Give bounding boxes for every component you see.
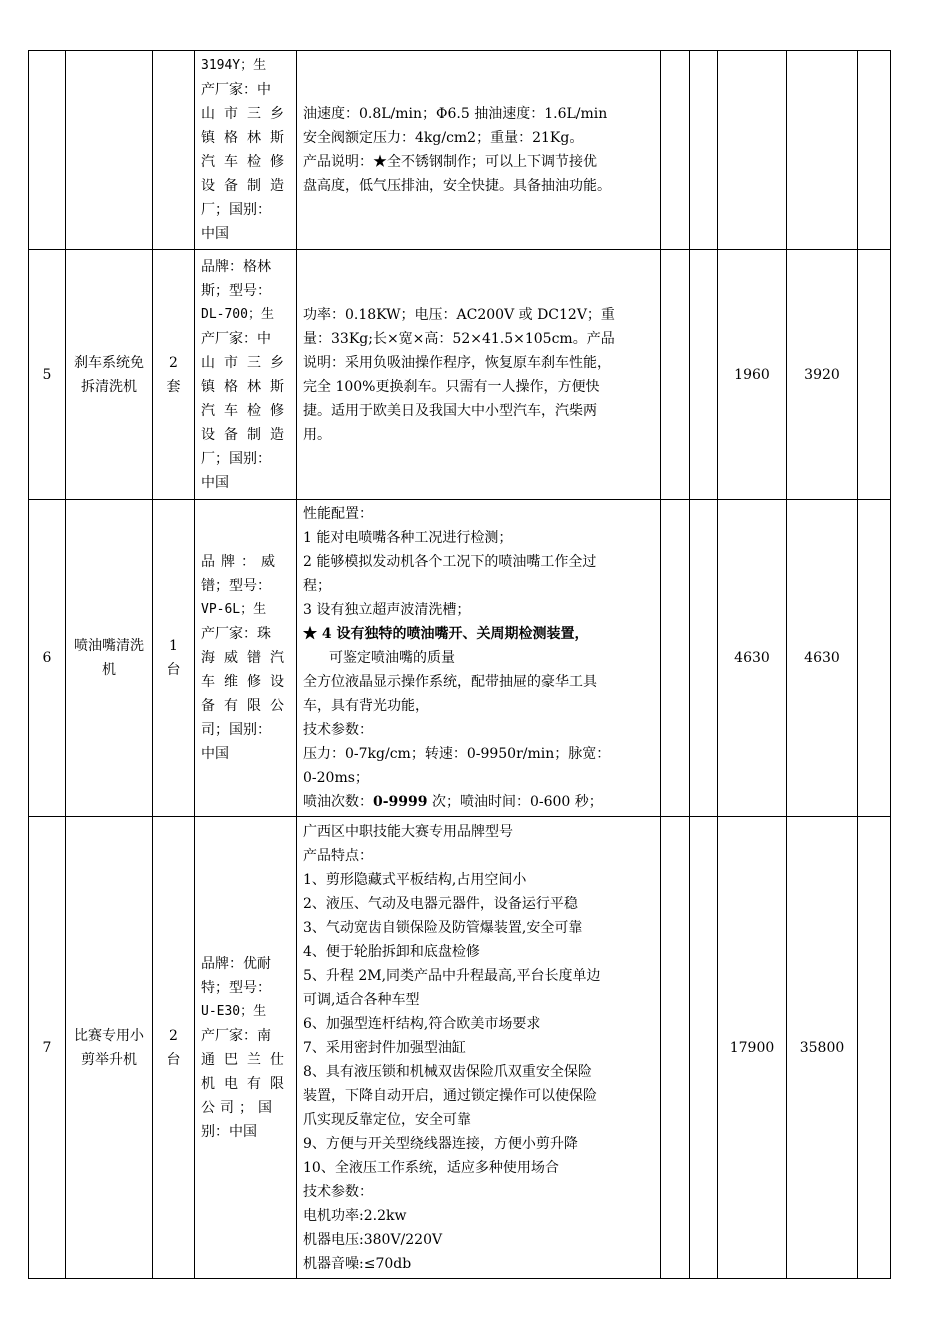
manufacturer-line: 产厂家：中 — [201, 82, 271, 98]
manufacturer-line: 中国 — [201, 226, 229, 242]
description-fragment: 次；喷油时间：0-600 秒； — [427, 794, 603, 810]
total-price: 4630 — [787, 500, 858, 817]
manufacturer-line: 汽车检修 — [201, 154, 293, 170]
quantity-unit: 台 — [166, 1051, 181, 1068]
description-line: 4、便于轮胎拆卸和底盘检修 — [303, 944, 480, 960]
description-line: 装置，下降自动开启，通过锁定操作可以使保险 — [303, 1088, 597, 1104]
manufacturer-line: 中国 — [201, 474, 229, 491]
description-line: 产品特点： — [303, 848, 373, 864]
description-line: 3 设有独立超声波清洗槽； — [303, 602, 471, 618]
description-line: 可鉴定喷油嘴的质量 — [329, 650, 455, 666]
description-line: 全方位液晶显示操作系统，配带抽屉的豪华工具 — [303, 674, 597, 690]
empty-cell — [661, 51, 690, 250]
manufacturer-line: 镇格林斯 — [201, 130, 293, 146]
description-line: 压力：0-7kg/cm；转速：0-9950r/min；脉宽： — [303, 746, 611, 762]
description-line: 功率：0.18KW；电压：AC200V 或 DC12V；重 — [303, 306, 615, 323]
description-line: 电机功率:2.2kw — [303, 1208, 407, 1224]
table-row — [29, 817, 891, 1279]
manufacturer-line: 别：中国 — [201, 1123, 257, 1140]
unit-price: 17900 — [718, 817, 787, 1279]
empty-cell — [661, 250, 690, 500]
item-name — [66, 51, 153, 250]
description-line: 1、剪形隐藏式平板结构,占用空间小 — [303, 872, 527, 888]
description-line: 2、液压、气动及电器元器件，设备运行平稳 — [303, 896, 578, 912]
empty-cell — [661, 817, 690, 1279]
description-line — [303, 790, 654, 814]
manufacturer-line: 品牌：优耐 — [201, 955, 271, 972]
empty-cell — [858, 51, 891, 250]
description-line: 说明：采用负吸油操作程序，恢复原车刹车性能， — [303, 354, 611, 371]
item-number — [29, 51, 66, 250]
total-price — [787, 51, 858, 250]
item-name: 刹车系统免拆清洗机 — [66, 250, 153, 500]
item-quantity — [153, 817, 195, 1279]
description-line: 用。 — [303, 426, 331, 443]
manufacturer-line: 斯；型号： — [201, 282, 271, 299]
manufacturer-line: 产厂家：中 — [201, 330, 271, 347]
quantity-value: 2 — [169, 1027, 178, 1044]
table-row — [29, 250, 891, 500]
description-line: 6、加强型连杆结构,符合欧美市场要求 — [303, 1016, 541, 1032]
manufacturer-line: 镇格林斯 — [201, 378, 293, 395]
description-line: 油速度：0.8L/min；Φ6.5 抽油速度：1.6L/min — [303, 106, 608, 122]
manufacturer-line: VP-6L；生 — [201, 602, 267, 617]
item-quantity — [153, 500, 195, 817]
item-number: 5 — [29, 250, 66, 500]
item-manufacturer — [195, 500, 297, 817]
manufacturer-line: 3194Y；生 — [201, 58, 267, 73]
description-line: 程； — [303, 578, 331, 594]
manufacturer-line: 车维修设 — [201, 674, 293, 690]
empty-cell — [690, 51, 718, 250]
manufacturer-line: 司；国别： — [201, 722, 271, 738]
description-fragment: 喷油次数： — [303, 794, 373, 810]
manufacturer-line: 设备制造 — [201, 178, 293, 194]
empty-cell — [858, 817, 891, 1279]
empty-cell — [690, 500, 718, 817]
table-row — [29, 500, 891, 817]
manufacturer-line: 品牌：威 — [201, 554, 281, 570]
manufacturer-line: 特；型号： — [201, 979, 271, 996]
quantity-unit: 套 — [166, 378, 181, 395]
empty-cell — [858, 500, 891, 817]
description-line: 9、方便与开关型绕线器连接，方便小剪升降 — [303, 1136, 578, 1152]
description-line: 3、气动宽齿自锁保险及防管爆装置,安全可靠 — [303, 920, 583, 936]
description-line: 完全 100%更换刹车。只需有一人操作，方便快 — [303, 378, 600, 395]
description-line: 捷。适用于欧美日及我国大中小型汽车，汽柴两 — [303, 402, 597, 419]
description-line: 可调,适合各种车型 — [303, 992, 420, 1008]
description-line: 8、具有液压锁和机械双齿保险爪双重安全保险 — [303, 1064, 592, 1080]
manufacturer-line: DL-700；生 — [201, 306, 274, 322]
manufacturer-line: 机电有限 — [201, 1075, 293, 1092]
description-line: 性能配置： — [303, 506, 373, 522]
table-row — [29, 51, 891, 250]
equipment-spec-table — [28, 50, 891, 1279]
manufacturer-line: 山市三乡 — [201, 106, 293, 122]
unit-price — [718, 51, 787, 250]
quantity-value: 1 — [169, 638, 178, 654]
item-quantity — [153, 250, 195, 500]
total-price: 3920 — [787, 250, 858, 500]
empty-cell — [661, 500, 690, 817]
description-line: 产品说明：★全不锈钢制作；可以上下调节接优 — [303, 154, 597, 170]
manufacturer-line: 品牌：格林 — [201, 258, 271, 275]
description-fragment-bold: 0-9999 — [373, 794, 428, 810]
manufacturer-line: 厂；国别： — [201, 202, 271, 218]
manufacturer-line: 设备制造 — [201, 426, 293, 443]
item-manufacturer — [195, 817, 297, 1279]
description-line: 0-20ms； — [303, 770, 369, 786]
item-number: 6 — [29, 500, 66, 817]
description-line: 爪实现反靠定位，安全可靠 — [303, 1112, 471, 1128]
item-number: 7 — [29, 817, 66, 1279]
description-line: 10、全液压工作系统，适应多种使用场合 — [303, 1160, 559, 1176]
description-line: 机器音噪:≤70db — [303, 1256, 412, 1272]
description-line: 盘高度，低气压排油，安全快捷。具备抽油功能。 — [303, 178, 611, 194]
description-line: 量：33Kg;长×宽×高：52×41.5×105cm。产品 — [303, 330, 615, 347]
item-quantity — [153, 51, 195, 250]
manufacturer-line: 通巴兰仕 — [201, 1051, 293, 1068]
unit-price: 1960 — [718, 250, 787, 500]
item-manufacturer — [195, 51, 297, 250]
item-name: 喷油嘴清洗机 — [66, 500, 153, 817]
item-name: 比赛专用小剪举升机 — [66, 817, 153, 1279]
empty-cell — [858, 250, 891, 500]
description-line: 安全阀额定压力：4kg/cm2；重量：21Kg。 — [303, 130, 584, 146]
description-star-line: ★ 4 设有独特的喷油嘴开、关周期检测装置， — [303, 626, 589, 642]
description-line: 2 能够模拟发动机各个工况下的喷油嘴工作全过 — [303, 554, 597, 570]
item-description — [297, 500, 661, 817]
item-description — [297, 817, 661, 1279]
manufacturer-line: 公司；国 — [201, 1099, 277, 1116]
description-line: 车，具有背光功能， — [303, 698, 429, 714]
manufacturer-line: 镨；型号： — [201, 578, 271, 594]
manufacturer-line: 产厂家：南 — [201, 1027, 271, 1044]
empty-cell — [690, 250, 718, 500]
manufacturer-line: 厂；国别： — [201, 450, 271, 467]
empty-cell — [690, 817, 718, 1279]
total-price: 35800 — [787, 817, 858, 1279]
manufacturer-line: 中国 — [201, 746, 229, 762]
description-line: 5、升程 2M,同类产品中升程最高,平台长度单边 — [303, 968, 601, 984]
description-line: 广西区中职技能大赛专用品牌型号 — [303, 824, 513, 840]
quantity-unit: 台 — [166, 662, 181, 678]
manufacturer-line: 海威镨汽 — [201, 650, 293, 666]
manufacturer-line: 产厂家：珠 — [201, 626, 271, 642]
description-line: 技术参数： — [303, 1184, 373, 1200]
item-description — [297, 250, 661, 500]
item-manufacturer — [195, 250, 297, 500]
unit-price: 4630 — [718, 500, 787, 817]
description-line: 1 能对电喷嘴各种工况进行检测； — [303, 530, 513, 546]
item-description — [297, 51, 661, 250]
description-line: 7、采用密封件加强型油缸 — [303, 1040, 466, 1056]
description-line: 机器电压:380V/220V — [303, 1232, 443, 1248]
manufacturer-line: 山市三乡 — [201, 354, 293, 371]
manufacturer-line: U-E30；生 — [201, 1003, 267, 1019]
manufacturer-line: 备有限公 — [201, 698, 293, 714]
quantity-value: 2 — [169, 354, 178, 371]
manufacturer-line: 汽车检修 — [201, 402, 293, 419]
description-line: 技术参数： — [303, 722, 373, 738]
